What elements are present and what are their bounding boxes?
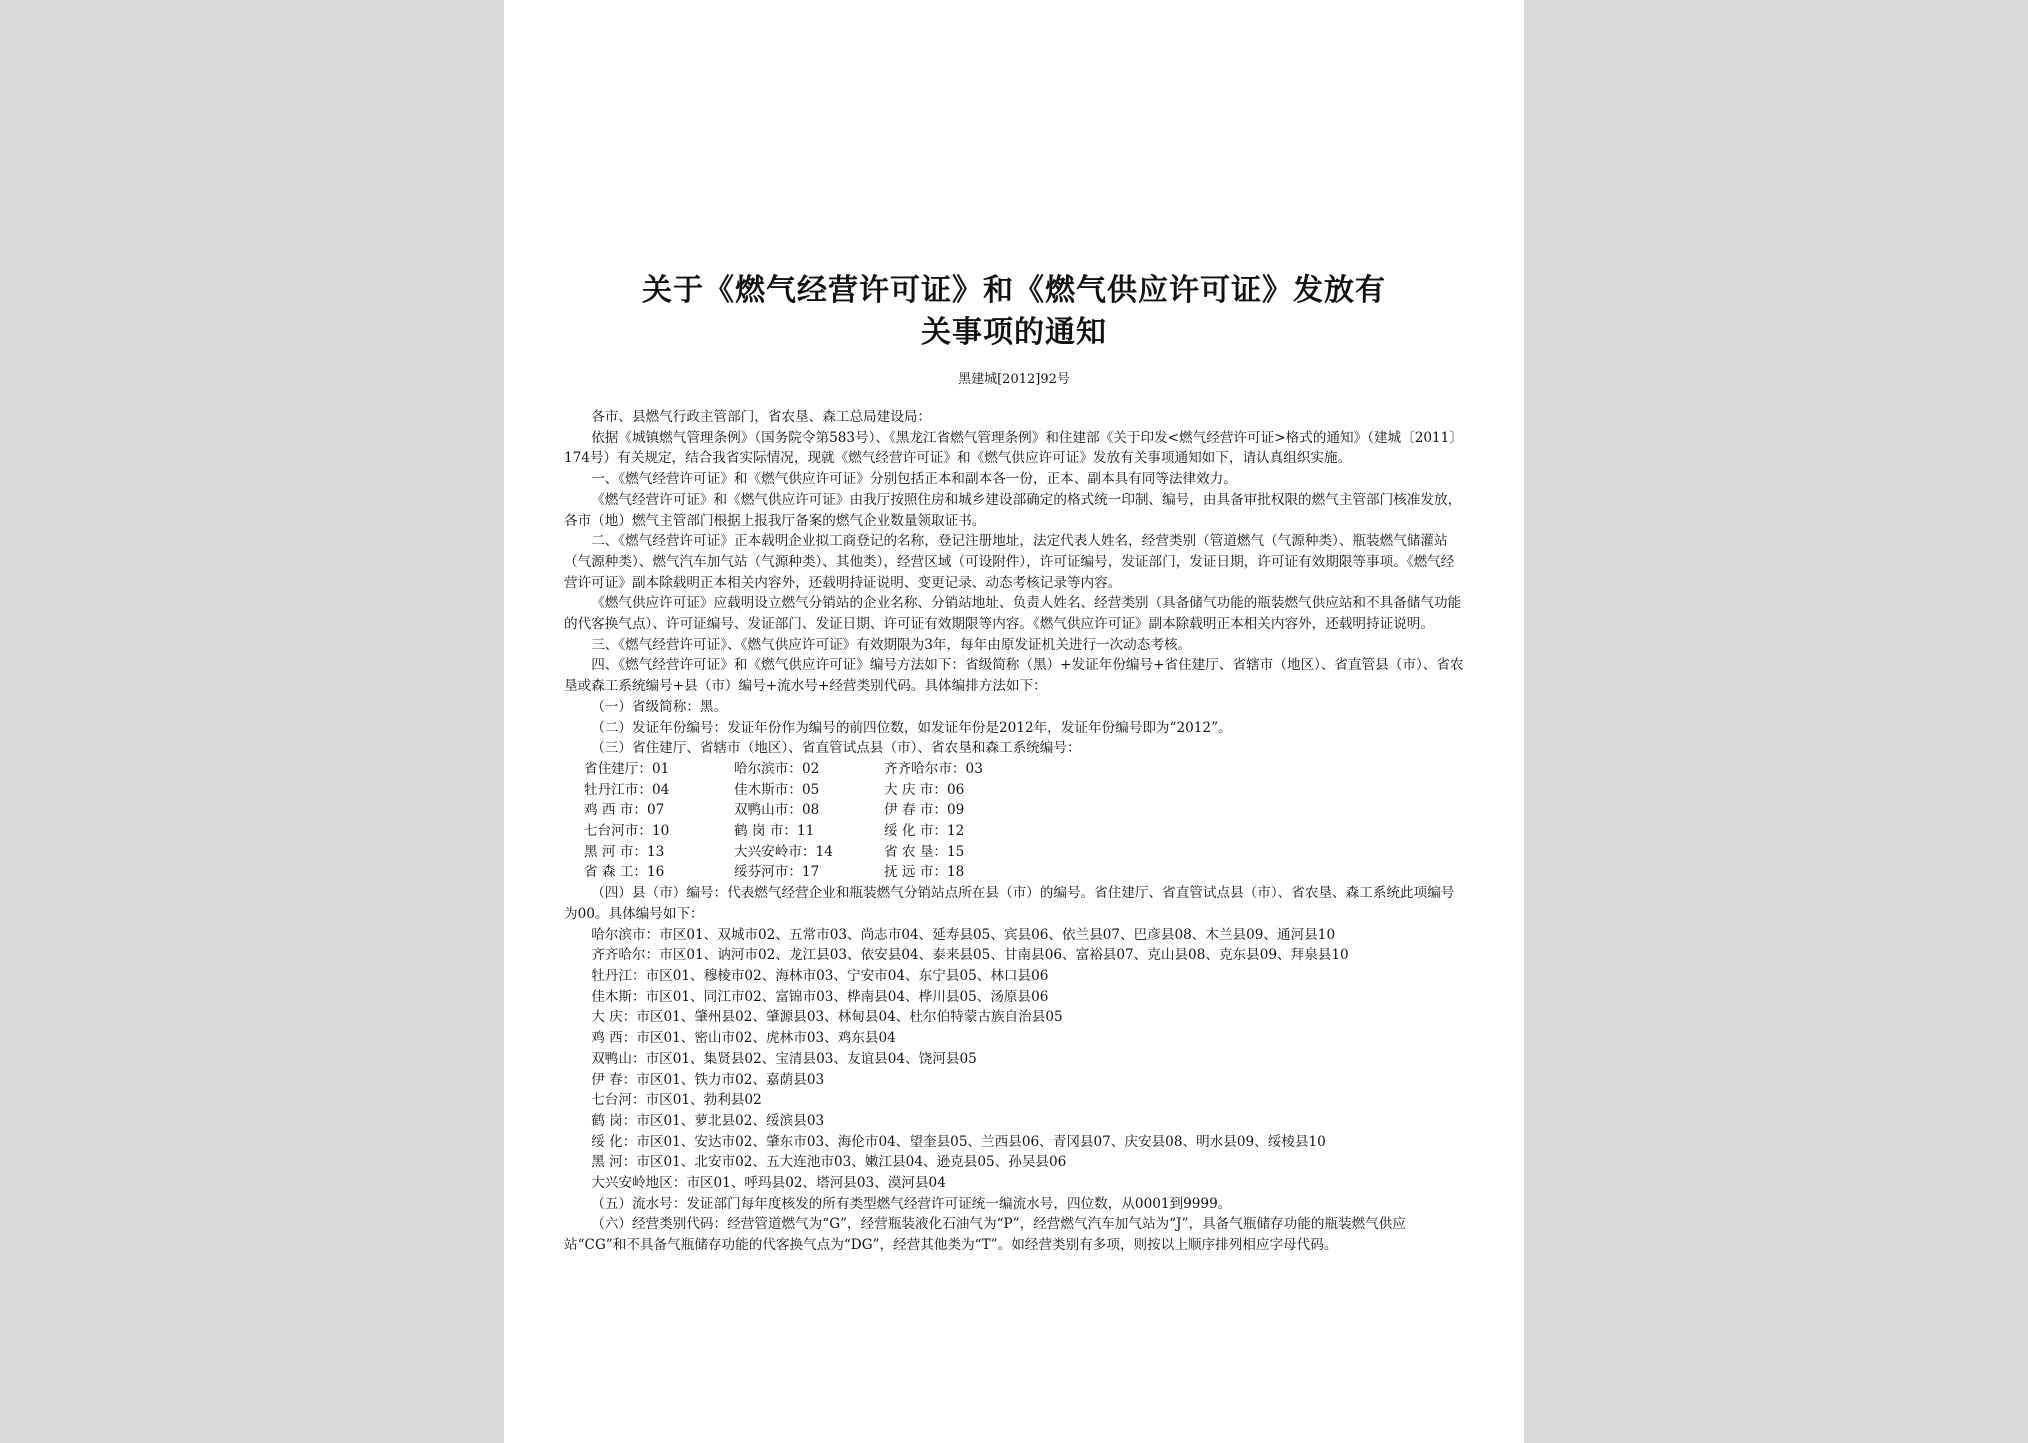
county-line: 佳木斯：市区01、同江市02、富锦市03、桦南县04、桦川县05、汤原县06 [591,988,1049,1005]
document-number: 黑建城[2012]92号 [958,372,1070,387]
document-content [564,270,1464,1256]
county-line: 鸡 西：市区01、密山市02、虎林市03、鸡东县04 [591,1030,896,1047]
county-line: 伊 春：市区01、铁力市02、嘉荫县03 [591,1071,825,1088]
title-line-2: 关事项的通知 [921,315,1107,350]
paragraph-4-2: （二）发证年份编号：发证年份作为编号的前四位数，如发证年份是2012年，发证年份编号即为“2012”。 [591,719,1232,736]
code-item: 齐齐哈尔市：03 [884,760,983,777]
paragraph-1b: 《燃气经营许可证》和《燃气供应许可证》由我厅按照住房和城乡建设部确定的格式统一印制、编号，由具备审批权限的燃气主管部门核准发放，各市（地）燃气主管部门根据上报我厅备案的燃气企业数量领取证书。 [564,491,1462,529]
code-item: 牡丹江市：04 [584,781,670,798]
code-item: 伊 春 市：09 [884,802,965,819]
code-item: 佳木斯市：05 [734,781,820,798]
addressee: 各市、县燃气行政主管部门，省农垦、森工总局建设局： [591,409,932,425]
paragraph-4: 四、《燃气经营许可证》和《燃气供应许可证》编号方法如下：省级简称（黑）+发证年份编号+省住建厅、省辖市（地区）、省直管县（市）、省农垦或森工系统编号+县（市）编号+流水号+经营类别代码。具体编排方法如下： [564,657,1464,695]
county-line: 牡丹江：市区01、穆棱市02、海林市03、宁安市04、东宁县05、林口县06 [591,967,1049,984]
paragraph-4-5: （五）流水号：发证部门每年度核发的所有类型燃气经营许可证统一编流水号，四位数，从0001到9999。 [591,1195,1232,1212]
code-item: 哈尔滨市：02 [734,760,820,777]
code-item: 绥芬河市：17 [734,864,820,881]
code-item: 鹤 岗 市：11 [734,823,815,840]
paragraph-4-6: （六）经营类别代码：经营管道燃气为“G”，经营瓶装液化石油气为“P”，经营燃气汽车加气站为“J”，具备气瓶储存功能的瓶装燃气供应站“CG”和不具备气瓶储存功能的代客换气点为“DG”，经营其他类为“T”。如经营类别有多项，则按以上顺序排列相应字母代码。 [564,1216,1406,1254]
paragraph-4-3: （三）省住建厅、省辖市（地区）、省直管试点县（市）、省农垦和森工系统编号： [591,740,1081,757]
county-line: 七台河：市区01、勃利县02 [591,1092,762,1109]
code-item: 省 农 垦：15 [884,843,965,860]
code-item: 大 庆 市：06 [884,781,965,798]
county-line: 黑 河：市区01、北安市02、五大连池市03、嫩江县04、逊克县05、孙吴县06 [591,1154,1067,1171]
paragraph-1: 一、《燃气经营许可证》和《燃气供应许可证》分别包括正本和副本各一份，正本、副本具有同等法律效力。 [591,471,1237,488]
code-table [584,759,1464,883]
code-item: 双鸭山市：08 [734,802,820,819]
code-item: 省 森 工：16 [584,864,665,881]
code-item: 大兴安岭市：14 [734,843,833,860]
county-line: 绥 化：市区01、安达市02、肇东市03、海伦市04、望奎县05、兰西县06、青冈县07、庆安县08、明水县09、绥棱县10 [591,1133,1326,1150]
county-line: 大兴安岭地区：市区01、呼玛县02、塔河县03、漠河县04 [591,1175,946,1192]
document-page [504,0,1524,1443]
title-line-1: 关于《燃气经营许可证》和《燃气供应许可证》发放有 [642,273,1386,308]
code-item: 绥 化 市：12 [884,823,965,840]
code-item: 黑 河 市：13 [584,843,665,860]
county-line: 双鸭山：市区01、集贤县02、宝清县03、友谊县04、饶河县05 [591,1050,977,1067]
county-line: 大 庆：市区01、肇州县02、肇源县03、林甸县04、杜尔伯特蒙古族自治县05 [591,1009,1063,1026]
county-line: 哈尔滨市：市区01、双城市02、五常市03、尚志市04、延寿县05、宾县06、依兰县07、巴彦县08、木兰县09、通河县10 [591,926,1336,943]
code-item: 七台河市：10 [584,823,670,840]
paragraph-2b: 《燃气供应许可证》应载明设立燃气分销站的企业名称、分销站地址、负责人姓名、经营类别（具备储气功能的瓶装燃气供应站和不具备储气功能的代客换气点）、许可证编号、发证部门、发证日期、许可证有效期限等内容。《燃气供应许可证》副本除载明正本相关内容外，还载明持证说明。 [564,595,1462,633]
code-item: 鸡 西 市：07 [584,802,665,819]
code-item: 抚 远 市：18 [884,864,965,881]
paragraph-2: 二、《燃气经营许可证》正本载明企业拟工商登记的名称，登记注册地址，法定代表人姓名，经营类别（管道燃气（气源种类）、瓶装燃气储灌站（气源种类）、燃气汽车加气站（气源种类）、其他类），经营区域（可设附件），许可证编号，发证部门，发证日期，许可证有效期限等事项。《燃气经营许可证》副本除载明正本相关内容外，还载明持证说明、变更记录、动态考核记录等内容。 [564,533,1455,591]
paragraph-intro: 依据《城镇燃气管理条例》（国务院令第583号）、《黑龙江省燃气管理条例》和住建部《关于印发<燃气经营许可证>格式的通知》（建城〔2011〕174号）有关规定，结合我省实际情况，现就《燃气经营许可证》和《燃气供应许可证》发放有关事项通知如下，请认真组织实施。 [564,429,1463,467]
paragraph-4-1: （一）省级简称：黑。 [591,698,728,715]
county-line: 鹤 岗：市区01、萝北县02、绥滨县03 [591,1112,825,1129]
county-line: 齐齐哈尔：市区01、讷河市02、龙江县03、依安县04、泰来县05、甘南县06、富裕县07、克山县08、克东县09、拜泉县10 [591,947,1349,964]
document-title [564,270,1464,354]
document-body [564,407,1464,1256]
paragraph-3: 三、《燃气经营许可证》、《燃气供应许可证》有效期限为3年，每年由原发证机关进行一次动态考核。 [591,636,1192,653]
code-item: 省住建厅：01 [584,760,670,777]
paragraph-4-4: （四）县（市）编号：代表燃气经营企业和瓶装燃气分销站点所在县（市）的编号。省住建厅、省直管试点县（市）、省农垦、森工系统此项编号为00。具体编号如下： [564,885,1455,922]
